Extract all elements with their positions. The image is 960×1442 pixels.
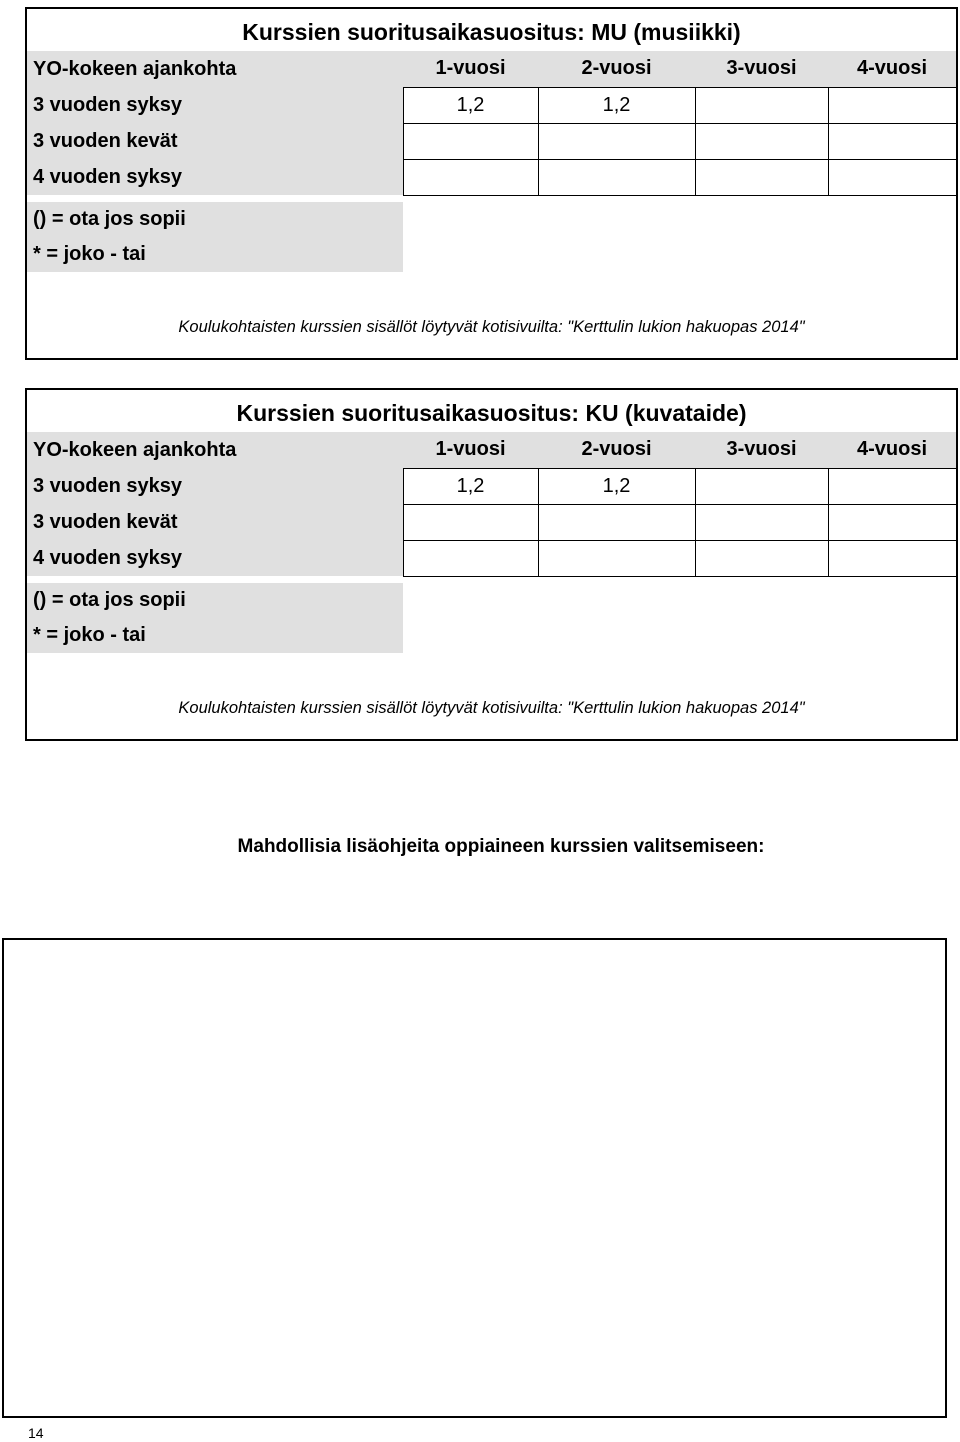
table-row xyxy=(27,159,956,195)
course-table-ku xyxy=(25,388,958,741)
column-header: 3-vuosi xyxy=(695,432,828,468)
schedule-grid xyxy=(27,51,956,196)
legend xyxy=(27,583,403,653)
grid-cell: 1,2 xyxy=(403,87,538,123)
column-header: 1-vuosi xyxy=(403,432,538,468)
grid-cell xyxy=(828,123,956,159)
header-label: YO-kokeen ajankohta xyxy=(27,432,403,468)
legend-item: * = joko - tai xyxy=(33,243,146,265)
grid-cell xyxy=(538,540,695,576)
column-header: 3-vuosi xyxy=(695,51,828,87)
grid-cell xyxy=(403,504,538,540)
grid-cell xyxy=(695,159,828,195)
course-table-mu xyxy=(25,7,958,360)
grid-cell: 1,2 xyxy=(538,87,695,123)
legend-item: * = joko - tai xyxy=(33,624,146,646)
table-title: Kurssien suoritusaikasuositus: KU (kuvataide) xyxy=(236,400,747,426)
grid-cell xyxy=(695,87,828,123)
row-label: 3 vuoden syksy xyxy=(27,87,403,123)
grid-cell xyxy=(695,504,828,540)
column-header: 2-vuosi xyxy=(538,51,695,87)
row-label: 3 vuoden syksy xyxy=(27,468,403,504)
table-row xyxy=(27,123,956,159)
grid-cell xyxy=(695,123,828,159)
table-row xyxy=(27,87,956,123)
grid-cell xyxy=(695,540,828,576)
header-label: YO-kokeen ajankohta xyxy=(27,51,403,87)
row-label: 4 vuoden syksy xyxy=(27,159,403,195)
legend-item: () = ota jos sopii xyxy=(33,208,186,230)
grid-cell xyxy=(695,468,828,504)
column-header: 4-vuosi xyxy=(828,432,956,468)
grid-cell xyxy=(828,87,956,123)
footnote: Koulukohtaisten kurssien sisällöt löytyvät kotisivuilta: "Kerttulin lukion hakuopas 2014" xyxy=(178,318,805,336)
schedule-grid xyxy=(27,432,956,577)
legend xyxy=(27,202,403,272)
grid-cell xyxy=(538,504,695,540)
table-row xyxy=(27,504,956,540)
grid-cell xyxy=(403,540,538,576)
table-title: Kurssien suoritusaikasuositus: MU (musiikki) xyxy=(242,19,741,45)
row-label: 4 vuoden syksy xyxy=(27,540,403,576)
grid-cell xyxy=(828,159,956,195)
column-header: 1-vuosi xyxy=(403,51,538,87)
row-label: 3 vuoden kevät xyxy=(27,504,403,540)
grid-cell xyxy=(403,123,538,159)
grid-cell xyxy=(828,504,956,540)
grid-cell xyxy=(828,540,956,576)
page-number: 14 xyxy=(28,1425,44,1441)
guidance-heading: Mahdollisia lisäohjeita oppiaineen kurssien valitsemiseen: xyxy=(237,836,765,857)
footnote: Koulukohtaisten kurssien sisällöt löytyvät kotisivuilta: "Kerttulin lukion hakuopas 2014" xyxy=(178,699,805,717)
grid-cell: 1,2 xyxy=(538,468,695,504)
table-row xyxy=(27,468,956,504)
grid-cell xyxy=(403,159,538,195)
column-header: 2-vuosi xyxy=(538,432,695,468)
legend-item: () = ota jos sopii xyxy=(33,589,186,611)
column-header: 4-vuosi xyxy=(828,51,956,87)
grid-cell xyxy=(538,123,695,159)
table-row xyxy=(27,540,956,576)
grid-cell: 1,2 xyxy=(403,468,538,504)
header-row xyxy=(27,51,956,87)
row-label: 3 vuoden kevät xyxy=(27,123,403,159)
header-row xyxy=(27,432,956,468)
guidance-box xyxy=(2,938,947,1418)
grid-cell xyxy=(538,159,695,195)
grid-cell xyxy=(828,468,956,504)
